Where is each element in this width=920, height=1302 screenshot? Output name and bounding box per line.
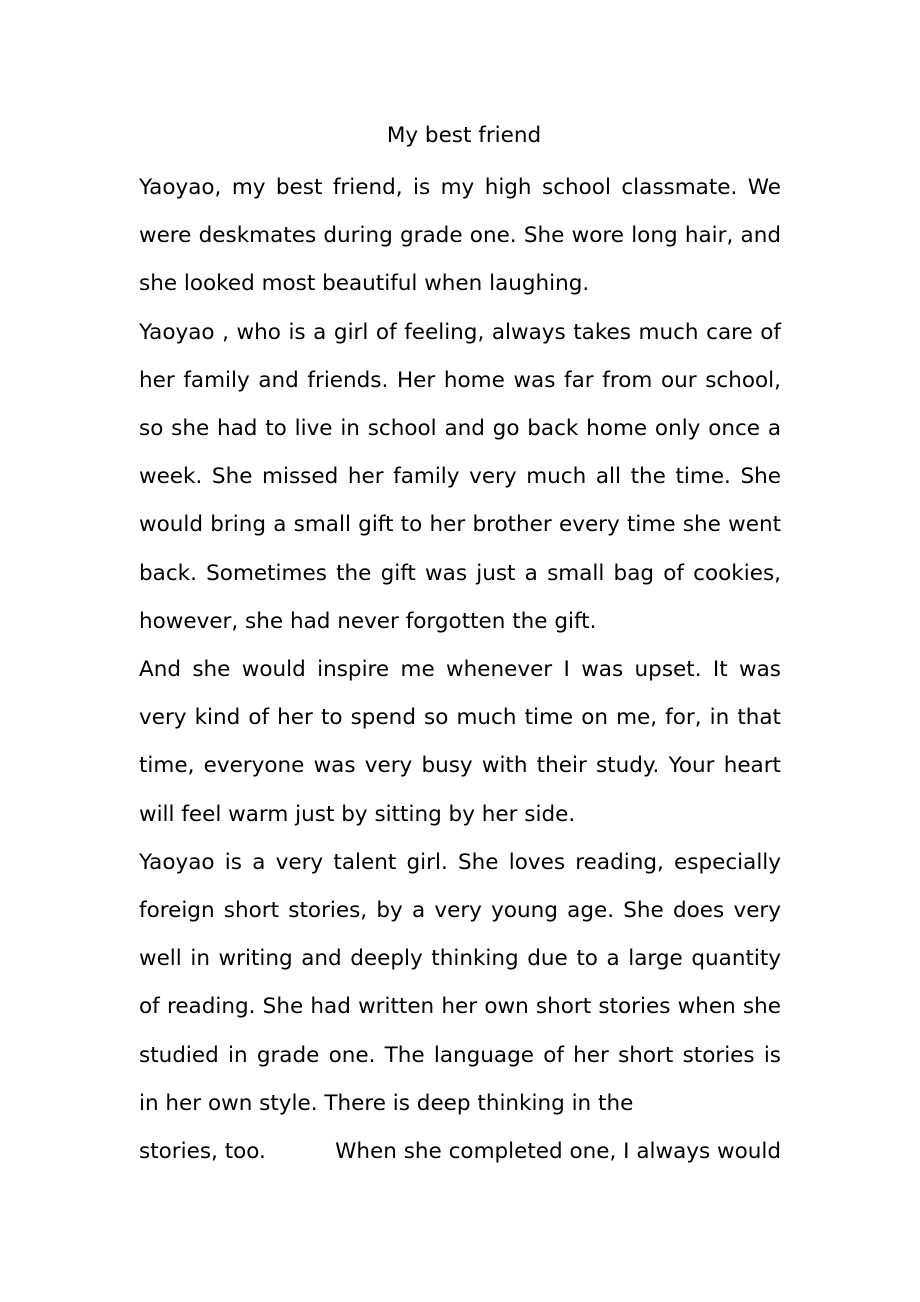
paragraph-4: Yaoyao is a very talent girl. She loves reading, especially foreign short stories, by a very young age. She does very well in writing and deeply thinking due to a large quantity of reading. She had written her own short stories when she studied in grade one. The language of her short stories is in her own style. There is deep thinking in the (139, 849, 781, 1116)
last-line-left: stories, too. (139, 1139, 266, 1165)
document-body (139, 164, 781, 1176)
paragraph-3: And she would inspire me whenever I was upset. It was very kind of her to spend so much time on me, for, in that time, everyone was very busy with their study. Your heart will feel warm just by sitting by her side. (139, 657, 781, 827)
spacer (266, 1128, 335, 1176)
document-title: My best friend (386, 123, 542, 148)
paragraph-4-continuation (139, 1128, 781, 1176)
paragraph-2: Yaoyao , who is a girl of feeling, always takes much care of her family and friends. Her home was far from our school, so she had to live in school and go back home only once a week. She missed her family very much all the time. She would bring a small gift to her brother every time she went back. Sometimes the gift was just a small bag of cookies, however, she had never forgotten the gift. (139, 319, 781, 634)
paragraph-1: Yaoyao, my best friend, is my high school classmate. We were deskmates during grade one. She wore long hair, and she looked most beautiful when laughing. (139, 175, 781, 297)
last-line-right: When she completed one, I always would (335, 1139, 781, 1165)
